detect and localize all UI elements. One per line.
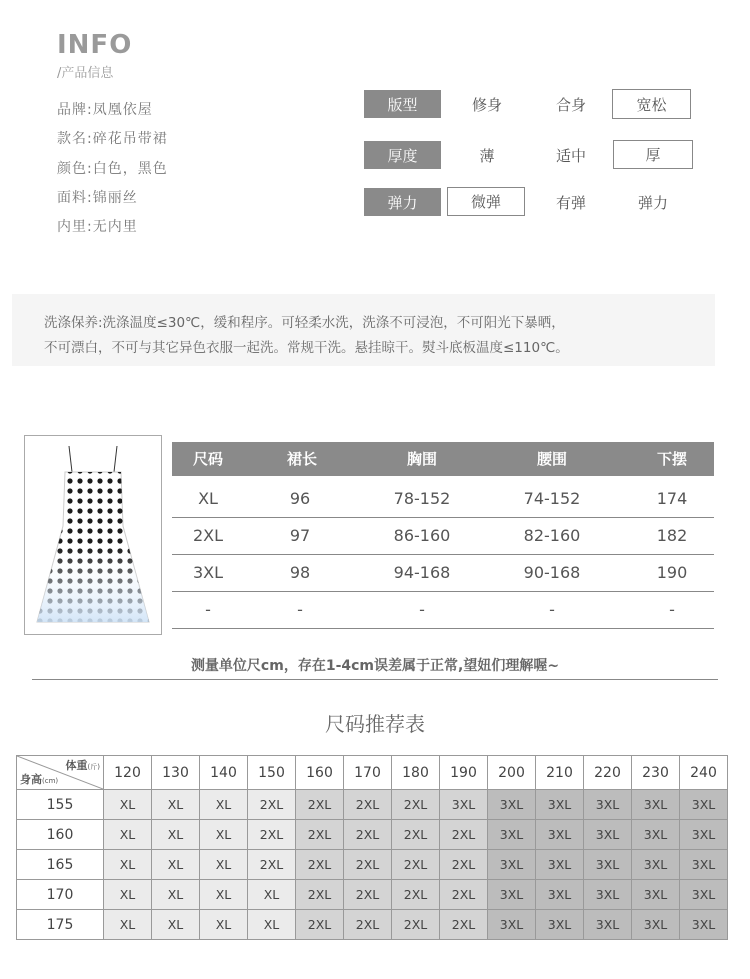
size-rec-cell: XL: [152, 790, 200, 820]
weight-unit: (斤): [87, 763, 100, 771]
size-rec-cell: 3XL: [488, 910, 536, 940]
size-cell: 90-168: [523, 563, 581, 582]
size-rec-cell: 2XL: [344, 820, 392, 850]
info-title: INFO: [57, 30, 133, 60]
size-rec-cell: 2XL: [296, 910, 344, 940]
size-rec-cell: 2XL: [248, 820, 296, 850]
height-cell: 160: [17, 820, 104, 850]
spec-option-thick-selected: 厚: [613, 140, 693, 169]
height-row-175: [17, 910, 728, 940]
spec-option-thin: 薄: [479, 146, 495, 165]
size-rec-cell: XL: [152, 820, 200, 850]
size-rec-cell: 3XL: [440, 790, 488, 820]
size-table-header: [172, 442, 714, 476]
spec-option-high-stretch: 弹力: [637, 193, 668, 212]
care-line-1: 洗涤保养:洗涤温度≤30℃，缓和程序。可轻柔水洗，洗涤不可浸泡，不可阳光下暴晒，: [44, 315, 565, 331]
size-rec-cell: XL: [104, 790, 152, 820]
size-rec-cell: XL: [200, 820, 248, 850]
weight-cell: 220: [584, 756, 632, 790]
size-rec-cell: 2XL: [296, 790, 344, 820]
size-rec-cell: 2XL: [296, 880, 344, 910]
info-subtitle: /产品信息: [57, 66, 114, 81]
height-row-160: [17, 820, 728, 850]
size-rec-cell: 3XL: [632, 850, 680, 880]
height-row-165: [17, 850, 728, 880]
size-rec-cell: XL: [104, 910, 152, 940]
size-rec-cell: 3XL: [680, 820, 728, 850]
size-rec-cell: 3XL: [536, 910, 584, 940]
size-rec-cell: 2XL: [440, 880, 488, 910]
height-unit: (cm): [42, 777, 59, 785]
weight-cell: 150: [248, 756, 296, 790]
weight-cell: 210: [536, 756, 584, 790]
size-rec-cell: 2XL: [440, 850, 488, 880]
size-cell: 97: [289, 526, 311, 545]
height-cell: 155: [17, 790, 104, 820]
weight-cell: 200: [488, 756, 536, 790]
size-rec-cell: 3XL: [680, 910, 728, 940]
weight-cell: 130: [152, 756, 200, 790]
weight-cell: 240: [680, 756, 728, 790]
size-rec-cell: 3XL: [584, 790, 632, 820]
spec-option-fit-regular: 合身: [555, 95, 586, 114]
size-rec-cell: XL: [200, 880, 248, 910]
measurement-note: 测量单位尺cm，存在1-4cm误差属于正常,望妞们理解喔~: [190, 658, 560, 674]
size-rec-cell: 3XL: [680, 790, 728, 820]
size-header-hem: 下摆: [656, 450, 688, 468]
size-rec-cell: 2XL: [296, 820, 344, 850]
attr-fabric: 面料:锦丽丝: [57, 190, 138, 206]
size-recommend-grid: [16, 755, 728, 940]
size-rec-cell: 2XL: [392, 790, 440, 820]
size-row-3xl: [172, 555, 714, 592]
size-rec-cell: XL: [200, 790, 248, 820]
attr-brand: 品牌:凤凰依屋: [57, 102, 153, 118]
weight-cell: 160: [296, 756, 344, 790]
size-rec-cell: 2XL: [296, 850, 344, 880]
height-label: 身高: [20, 773, 42, 786]
spec-option-slight-stretch-selected: 微弹: [447, 187, 525, 216]
size-rec-cell: XL: [152, 910, 200, 940]
size-cell: -: [297, 600, 303, 619]
size-cell: 190: [656, 563, 688, 582]
size-row-xl: [172, 481, 714, 518]
size-cell: 78-152: [393, 489, 451, 508]
attr-style: 款名:碎花吊带裙: [57, 131, 168, 147]
size-cell: -: [549, 600, 555, 619]
size-rec-cell: XL: [104, 880, 152, 910]
size-cell: 174: [656, 489, 688, 508]
weight-cell: 230: [632, 756, 680, 790]
size-rec-cell: 3XL: [680, 880, 728, 910]
size-rec-cell: XL: [152, 850, 200, 880]
attr-color: 颜色:白色，黑色: [57, 161, 168, 177]
attr-lining: 内里:无内里: [57, 219, 138, 235]
size-rec-cell: 3XL: [488, 880, 536, 910]
size-row-empty: [172, 592, 714, 629]
size-rec-cell: XL: [104, 820, 152, 850]
size-rec-cell: 2XL: [392, 850, 440, 880]
weight-cell: 170: [344, 756, 392, 790]
size-rec-cell: 3XL: [488, 790, 536, 820]
size-rec-cell: 2XL: [344, 850, 392, 880]
height-row-155: [17, 790, 728, 820]
size-cell: 86-160: [393, 526, 451, 545]
care-line-2: 不可漂白，不可与其它异色衣服一起洗。常规干洗。悬挂晾干。熨斗底板温度≤110℃。: [44, 340, 569, 356]
size-rec-cell: XL: [104, 850, 152, 880]
spec-option-fit-slim: 修身: [471, 95, 502, 114]
size-cell: XL: [198, 489, 218, 508]
size-cell: -: [419, 600, 425, 619]
grid-corner: [17, 756, 104, 790]
height-row-170: [17, 880, 728, 910]
weight-cell: 180: [392, 756, 440, 790]
size-rec-cell: XL: [152, 880, 200, 910]
size-rec-cell: 2XL: [344, 880, 392, 910]
size-header-size: 尺码: [192, 450, 224, 468]
recommend-title: 尺码推荐表: [325, 712, 425, 736]
size-rec-cell: 3XL: [488, 820, 536, 850]
size-rec-cell: 3XL: [536, 850, 584, 880]
size-rec-cell: 3XL: [632, 910, 680, 940]
size-rec-cell: XL: [248, 910, 296, 940]
size-rec-cell: 2XL: [248, 790, 296, 820]
size-rec-cell: 3XL: [584, 910, 632, 940]
spec-option-fit-loose-selected: 宽松: [612, 89, 691, 119]
size-rec-cell: 2XL: [392, 880, 440, 910]
size-cell: 74-152: [523, 489, 581, 508]
size-header-bust: 胸围: [406, 450, 438, 468]
height-cell: 165: [17, 850, 104, 880]
size-cell: -: [669, 600, 675, 619]
size-rec-cell: 3XL: [632, 880, 680, 910]
size-cell: 2XL: [192, 526, 224, 545]
size-cell: -: [205, 600, 211, 619]
spec-label-thickness: 厚度: [364, 141, 441, 169]
size-rec-cell: 2XL: [344, 910, 392, 940]
size-rec-cell: 3XL: [488, 850, 536, 880]
size-rec-cell: 3XL: [632, 790, 680, 820]
weight-cell: 190: [440, 756, 488, 790]
spec-label-stretch: 弹力: [364, 188, 441, 216]
size-rec-cell: 2XL: [440, 820, 488, 850]
size-rec-cell: 2XL: [392, 910, 440, 940]
weight-cell: 140: [200, 756, 248, 790]
size-rec-cell: 3XL: [680, 850, 728, 880]
size-row-2xl: [172, 518, 714, 555]
size-rec-cell: XL: [200, 910, 248, 940]
weight-header-row: [17, 756, 728, 790]
size-header-waist: 腰围: [536, 450, 568, 468]
size-rec-cell: XL: [200, 850, 248, 880]
care-instructions: [12, 294, 715, 366]
spec-option-medium: 适中: [555, 146, 586, 165]
size-rec-cell: 3XL: [536, 790, 584, 820]
size-cell: 3XL: [192, 563, 224, 582]
size-rec-cell: 2XL: [344, 790, 392, 820]
size-cell: 94-168: [393, 563, 451, 582]
size-cell: 82-160: [523, 526, 581, 545]
divider: [32, 679, 718, 680]
height-cell: 175: [17, 910, 104, 940]
weight-label: 体重: [65, 759, 88, 772]
size-cell: 98: [289, 563, 311, 582]
size-rec-cell: 3XL: [584, 880, 632, 910]
size-cell: 182: [656, 526, 688, 545]
size-rec-cell: 2XL: [392, 820, 440, 850]
size-rec-cell: 3XL: [536, 880, 584, 910]
size-rec-cell: XL: [248, 880, 296, 910]
size-cell: 96: [289, 489, 311, 508]
size-rec-cell: 3XL: [632, 820, 680, 850]
size-rec-cell: 3XL: [536, 820, 584, 850]
size-rec-cell: 2XL: [248, 850, 296, 880]
product-photo: [24, 435, 162, 635]
size-rec-cell: 2XL: [440, 910, 488, 940]
size-rec-cell: 3XL: [584, 820, 632, 850]
weight-cell: 120: [104, 756, 152, 790]
size-header-length: 裙长: [286, 450, 318, 468]
spec-label-fit: 版型: [364, 90, 441, 118]
spec-option-stretch: 有弹: [555, 193, 586, 212]
height-cell: 170: [17, 880, 104, 910]
size-rec-cell: 3XL: [584, 850, 632, 880]
